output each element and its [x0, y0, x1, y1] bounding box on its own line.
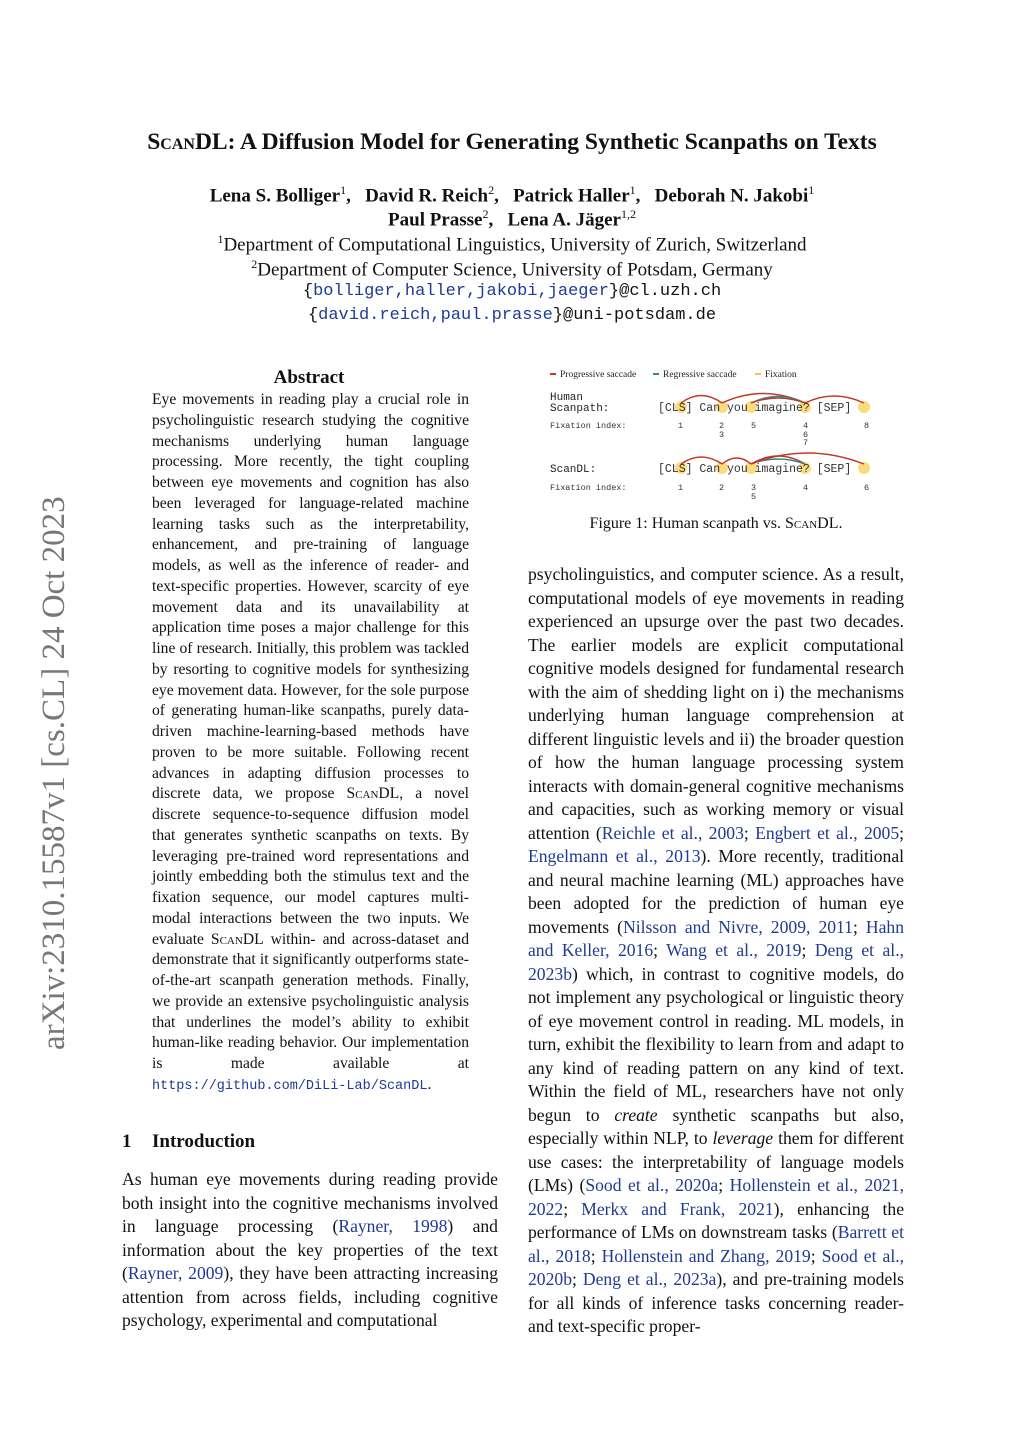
citation-separator: ; — [571, 1269, 583, 1289]
abstract-body — [152, 390, 469, 1098]
citation-separator: , — [388, 1216, 413, 1236]
author-name: Patrick Haller — [513, 185, 630, 207]
scandl-fixation-index: 3 — [751, 483, 757, 493]
citation-separator: , — [605, 940, 618, 960]
body-text: them for different use cases: the interpretability of language models (LMs) ( — [528, 1128, 904, 1195]
citation-link[interactable] — [585, 1175, 718, 1195]
author-affiliation-mark: 2 — [482, 207, 489, 221]
abstract-model-name: ScanDL — [210, 930, 264, 948]
author-line-1: Lena S. Bolliger$^1$, David R. Reich$^2$, Patrick Haller$^1$, Deborah N. Jakobi$^1$ — [209, 183, 815, 207]
citation-separator: , — [899, 1175, 905, 1195]
title-model-name: ScanDL — [147, 129, 228, 155]
citation-year: 2003 — [708, 822, 744, 843]
citation-separator: ; — [718, 1175, 730, 1195]
body-text: ), and pre-training models for all kinds of inference tasks concerning reader- and text-specific proper- — [528, 1269, 904, 1336]
citation-separator: ; — [810, 1245, 822, 1266]
citation-author: Sood et al. — [821, 1245, 900, 1266]
title-rest: : A Diffusion Model for Generating Synthetic Scanpaths on Texts — [227, 129, 877, 155]
human-fixation-index: 1 — [678, 421, 684, 431]
citation-year: 2021 — [738, 1198, 774, 1219]
citation-separator: ; — [743, 822, 756, 843]
citation-separator: ; — [563, 1198, 582, 1219]
citation-author: Engelmann et al. — [528, 846, 654, 866]
legend-fixation-label: Fixation — [765, 370, 797, 380]
author-affiliation-mark: 1 — [629, 183, 636, 197]
citation-author: Engbert et al. — [755, 822, 854, 843]
body-text: ), enhancing the performance of LMs on downstream tasks ( — [528, 1198, 905, 1242]
section-number: 1 — [122, 1131, 132, 1152]
abstract-text: Eye movements in reading play a crucial role in psycholinguistic research studying the cognitive mechanisms underlying human language processing. More recently, the tight coupling between eye movements and cognition has also been leveraged for language-related machine learning tasks such as the interpretability, enhancement, and pre-training of language models, as well as the inference of reader- and text-specific properties. However, scarcity of eye movement data and its unavailability at application time poses a major challenge for this line of research. Initially, this problem was tackled by resorting to cognitive models for synthesizing eye movement data. However, for the sole purpose of generating human-like scanpaths, purely data-driven machine-learning-based methods have proven to be more suitable. Following recent advances in adapting diffusion processes to discrete data, we propose — [152, 391, 469, 803]
citation-separator: , — [720, 1198, 739, 1219]
citation-separator: , — [753, 940, 767, 960]
citation-separator: , — [664, 1175, 676, 1195]
citation-link[interactable] — [666, 940, 801, 960]
email-domain: }@uni-potsdam.de — [552, 306, 717, 325]
citation-year: 2023b — [528, 963, 572, 984]
author-name: Lena A. Jäger — [507, 209, 621, 231]
intro-left-column — [122, 1168, 498, 1333]
scandl-sentence: [CLS] Can you imagine? [SEP] — [658, 463, 852, 476]
abstract-heading: Abstract — [273, 367, 345, 388]
email-domain: }@cl.uzh.ch — [608, 282, 722, 301]
citation-year: 2021 — [864, 1175, 900, 1195]
citation-separator: , — [853, 822, 864, 843]
human-fixation-index: 8 — [864, 421, 870, 431]
caption-text: Figure 1: Human scanpath vs. — [589, 515, 786, 532]
citation-link[interactable] — [583, 1269, 716, 1289]
figure-1 — [545, 366, 895, 501]
citation-separator: ; — [653, 940, 667, 960]
citation-link[interactable] — [602, 1246, 811, 1266]
citation-separator: , — [662, 1269, 674, 1289]
affiliation-1 — [0, 232, 1024, 256]
citation-separator: ; — [899, 822, 905, 843]
citation-year: 2009 — [770, 916, 806, 937]
legend-regressive-label: Regressive saccade — [663, 370, 737, 380]
citation-author: Deng et al. — [582, 1269, 663, 1289]
citation-separator: ; — [852, 916, 866, 937]
citation-year: 2011 — [818, 916, 853, 937]
affiliation-2 — [0, 257, 1024, 281]
citation-link[interactable] — [338, 1216, 447, 1236]
citation-year: 1998 — [412, 1216, 448, 1236]
citation-year: 2018 — [555, 1245, 591, 1266]
email-brace: { — [307, 306, 319, 325]
citation-separator: , — [653, 846, 666, 866]
abstract-model-name: ScanDL — [346, 785, 400, 803]
emphasized-text: leverage — [712, 1128, 774, 1148]
citation-year: 2013 — [665, 846, 701, 866]
citation-year: 2016 — [617, 940, 654, 960]
citation-year: 2019 — [766, 940, 802, 960]
human-label-line1: Human — [550, 392, 584, 404]
citation-author: Nilsson and Nivre — [623, 916, 759, 937]
figure-1-caption — [528, 515, 904, 533]
abstract-text: . — [427, 1075, 432, 1093]
author-affiliation-mark: 1,2 — [620, 207, 636, 221]
section-title: Introduction — [152, 1131, 256, 1152]
citation-author: Wang et al. — [666, 940, 754, 960]
citation-link[interactable] — [581, 1199, 773, 1219]
author-name: David R. Reich — [365, 185, 489, 207]
scandl-fixation-index: 4 — [803, 483, 809, 493]
citation-year: 2019 — [775, 1245, 811, 1266]
paper-title — [0, 129, 1024, 156]
body-text: ) which, in contrast to cognitive models, do not implement any psychological or linguistic theory of eye movement control in reading. ML models, in turn, exhibit the flexibility to learn from and adapt to any kind of reading pattern on any kind of text. Within the field of ML, researchers have not only begun to — [528, 963, 904, 1125]
citation-author: Reichle et al. — [601, 822, 698, 843]
body-text: ). More recently, traditional and neural machine learning (ML) approaches have been adopted for the prediction of human eye movements ( — [528, 846, 905, 937]
citation-separator: ; — [590, 1245, 602, 1266]
human-fixation-index: 6 — [803, 430, 809, 440]
human-fixation-index: 5 — [751, 421, 757, 431]
citation-author: Barrett et al. — [528, 1222, 904, 1266]
citation-separator: , — [899, 940, 905, 960]
citation-link[interactable] — [623, 917, 853, 937]
scandl-fixation-index: 2 — [719, 483, 725, 493]
author-name: Lena S. Bolliger — [209, 185, 341, 207]
human-fixation-index: 7 — [803, 438, 809, 448]
citation-separator: , — [765, 1245, 776, 1266]
section-heading — [122, 1131, 255, 1153]
citation-separator: , — [899, 1245, 905, 1266]
citation-author: Rayner — [338, 1216, 389, 1236]
citation-separator: , — [545, 1245, 556, 1266]
intro-right-column — [528, 563, 904, 1339]
caption-model-name: ScanDL — [785, 515, 839, 532]
scandl-fixation-index-label: Fixation index: — [550, 483, 627, 493]
body-text: synthetic scanpaths but also, especially within NLP, to — [528, 1104, 904, 1148]
citation-author: Hahn and Keller — [528, 916, 905, 960]
legend-progressive-label: Progressive saccade — [560, 370, 637, 380]
author-line-2: Paul Prasse$^2$, Lena A. Jäger$^{1,2}$ — [388, 207, 636, 231]
arxiv-stamp-text: arXiv:2310.15587v1 [cs.CL] 24 Oct 2023 — [36, 496, 72, 1050]
citation-link[interactable] — [128, 1263, 223, 1283]
citation-link[interactable] — [528, 846, 700, 866]
email-names-link[interactable]: david.reich,paul.prasse — [318, 306, 553, 325]
citation-separator: , — [805, 916, 819, 937]
human-fixation-index-label: Fixation index: — [550, 421, 627, 431]
citation-separator: , — [697, 822, 709, 843]
citation-link[interactable] — [602, 823, 744, 843]
email-names-link[interactable]: bolliger,haller,jakobi,jaeger — [313, 282, 609, 301]
body-text: psycholinguistics, and computer science. As a result, computational models of eye movements in reading experienced an upsurge over the past two decades. The earlier models are explicit computational cognitive models designed for fundamental research with the aim of shedding light on i) the mechanisms underlying human language comprehension at different linguistic levels and ii) the broader question of how the human language processing system interacts with domain-general cognitive mechanisms and capacities, such as working memory or visual attention ( — [528, 564, 904, 843]
citation-year: 2020b — [528, 1269, 572, 1289]
citation-author: Merkx and Frank — [581, 1198, 721, 1219]
affiliation-text: Department of Computational Linguistics, University of Zurich, Switzerland — [223, 234, 807, 256]
citation-year: 2020a — [675, 1175, 719, 1195]
citation-author: Hollenstein et al. — [729, 1175, 854, 1195]
citation-year: 2009 — [188, 1263, 224, 1283]
citation-year: 2005 — [863, 822, 900, 843]
arxiv-stamp — [8, 460, 88, 1060]
affiliation-mark: 1 — [217, 232, 224, 246]
abstract-text: within- and across-dataset and demonstrate that it significantly outperforms state-of-the-art scanpath generation methods. Finally, we provide an extensive psycholinguistic analysis that underlines the model’s ability to exhibit human-like reading behavior. Our implementation is made available at — [152, 930, 469, 1072]
author-name: Paul Prasse — [388, 209, 483, 231]
citation-link[interactable] — [755, 823, 899, 843]
body-text: ) and information about the key properties of the text ( — [122, 1216, 498, 1283]
human-fixation-index: 4 — [803, 421, 809, 431]
author-affiliation-mark: 2 — [488, 183, 495, 197]
scanpath-figure — [545, 366, 895, 501]
affiliation-mark: 2 — [251, 257, 258, 271]
human-fixation-index: 2 — [719, 421, 725, 431]
affiliation-text: Department of Computer Science, University of Potsdam, Germany — [257, 259, 773, 281]
author-name: Deborah N. Jakobi — [654, 185, 809, 207]
scandl-fixation-index: 5 — [751, 492, 757, 501]
human-label-line2: Scanpath: — [550, 403, 610, 415]
citation-separator: , — [758, 916, 771, 937]
citation-author: Sood et al. — [585, 1175, 665, 1195]
scandl-label: ScanDL: — [550, 464, 597, 476]
citation-separator: , — [177, 1263, 189, 1283]
citation-separator: ; — [801, 940, 815, 960]
human-sentence: [CLS] Can you imagine? [SEP] — [658, 402, 852, 415]
author-affiliation-mark: 1 — [340, 183, 347, 197]
citation-separator: , — [853, 1175, 865, 1195]
caption-text: . — [838, 515, 843, 532]
citation-year: 2022 — [528, 1198, 564, 1219]
email-line-2[interactable] — [0, 306, 1024, 325]
body-text: ), they have been attracting increasing attention from across fields, including cognitive psychology, experimental and computational — [122, 1263, 498, 1330]
citation-author: Rayner — [127, 1263, 178, 1283]
citation-year: 2023a — [673, 1269, 717, 1289]
code-repository-link[interactable]: https://github.com/DiLi-Lab/ScanDL — [152, 1078, 428, 1094]
citation-author: Deng et al. — [814, 940, 900, 960]
citation-author: Hollenstein and Zhang — [601, 1245, 766, 1266]
email-line-1[interactable] — [0, 282, 1024, 301]
email-brace: { — [302, 282, 314, 301]
human-fixation-index: 3 — [719, 430, 725, 440]
abstract-text: , a novel discrete sequence-to-sequence diffusion model that generates synthetic scanpaths on texts. By leveraging pre-trained word representations and jointly embedding both the stimulus text and the fixation sequence, our model captures multi-modal interactions between the two inputs. We evaluate — [152, 785, 469, 948]
body-text: As human eye movements during reading provide both insight into the cognitive mechanisms involved in language processing ( — [122, 1169, 498, 1236]
emphasized-text: create — [614, 1104, 658, 1125]
author-affiliation-mark: 1 — [808, 183, 815, 197]
scandl-fixation-index: 1 — [678, 483, 684, 493]
scandl-fixation-index: 6 — [864, 483, 870, 493]
